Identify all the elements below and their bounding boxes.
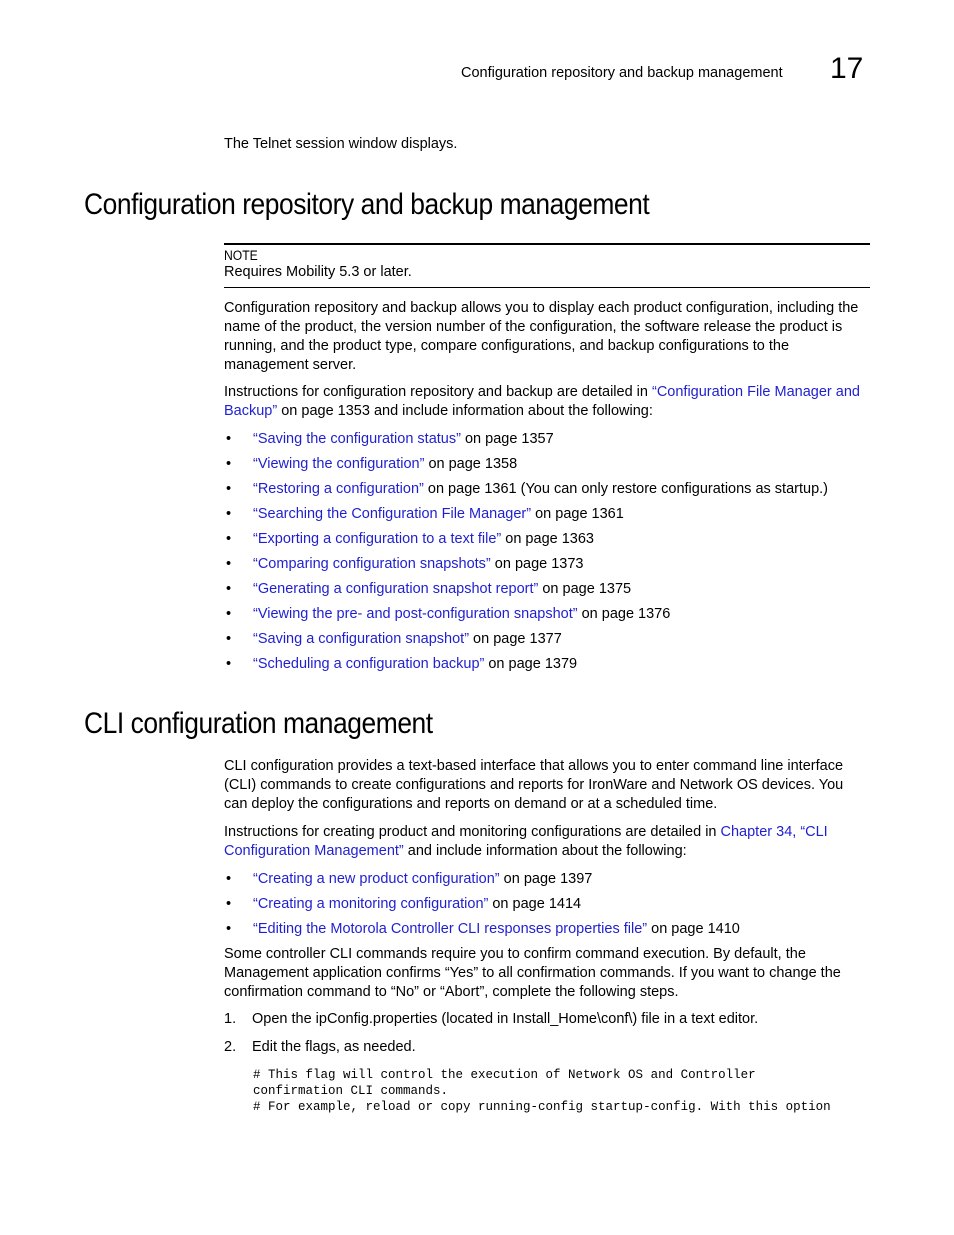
steps-list <box>224 1010 884 1066</box>
bullet-page-ref: on page 1414 <box>488 896 582 912</box>
bullet-page-ref: on page 1410 <box>647 921 740 937</box>
intro-text: The Telnet session window displays. <box>224 136 458 152</box>
section2-paragraph-3: Some controller CLI commands require you to confirm command execution. By default, the Management application confirms “Yes” to all confirmation commands. If you want to change the confirmation command to “No” or “Abort”, complete the following steps. <box>224 946 841 1000</box>
bullet-icon: • <box>226 456 232 472</box>
section-heading-config-repository: Configuration repository and backup management <box>84 188 650 221</box>
bullet-page-ref: on page 1363 <box>501 531 594 547</box>
bullet-link[interactable]: “Viewing the configuration” <box>253 456 425 472</box>
paragraph-text: Instructions for configuration repository and backup are detailed in <box>224 384 652 400</box>
link-config-file-manager[interactable]: “Configuration File Manager and Backup” <box>224 384 860 419</box>
chapter-number: 17 <box>830 52 864 85</box>
list-item <box>224 920 884 945</box>
bullet-link[interactable]: “Comparing configuration snapshots” <box>253 556 491 572</box>
bullet-icon: • <box>226 481 232 497</box>
section1-bullet-list <box>224 430 884 680</box>
bullet-link[interactable]: “Creating a monitoring configuration” <box>253 896 489 912</box>
bullet-link[interactable]: “Saving the configuration status” <box>253 431 461 447</box>
list-item <box>224 505 884 530</box>
section2-bullet-list <box>224 870 884 945</box>
bullet-link[interactable]: “Saving a configuration snapshot” <box>253 631 470 647</box>
bullet-link[interactable]: “Editing the Motorola Controller CLI responses properties file” <box>253 921 648 937</box>
bullet-link[interactable]: “Searching the Configuration File Manager” <box>253 506 532 522</box>
section2-paragraph-2 <box>224 823 870 861</box>
bullet-icon: • <box>226 531 232 547</box>
paragraph-text: Instructions for creating product and monitoring configurations are detailed in <box>224 824 721 840</box>
bullet-link[interactable]: “Restoring a configuration” <box>253 481 424 497</box>
step-number: 1. <box>224 1011 237 1027</box>
bullet-page-ref: on page 1361 (You can only restore configurations as startup.) <box>423 481 828 497</box>
bullet-link[interactable]: “Creating a new product configuration” <box>253 871 500 887</box>
bullet-link[interactable]: “Generating a configuration snapshot report” <box>253 581 539 597</box>
bullet-link[interactable]: “Exporting a configuration to a text file” <box>253 531 502 547</box>
section-heading-cli-config: CLI configuration management <box>84 707 433 740</box>
bullet-page-ref: on page 1358 <box>424 456 518 472</box>
list-item <box>224 580 884 605</box>
paragraph-text: on page 1353 and include information about the following: <box>277 403 653 419</box>
list-item <box>224 480 884 505</box>
bullet-icon: • <box>226 506 232 522</box>
bullet-icon: • <box>226 556 232 572</box>
list-item <box>224 870 884 895</box>
list-item <box>224 455 884 480</box>
bullet-page-ref: on page 1375 <box>538 581 632 597</box>
note-label: NOTE <box>224 248 258 263</box>
running-header: Configuration repository and backup management <box>461 65 783 81</box>
bullet-link[interactable]: “Viewing the pre- and post-configuration snapshot” <box>253 606 578 622</box>
bullet-icon: • <box>226 606 232 622</box>
bullet-page-ref: on page 1376 <box>577 606 671 622</box>
step-item <box>224 1010 884 1038</box>
bullet-icon: • <box>226 921 232 937</box>
step-number: 2. <box>224 1039 237 1055</box>
bullet-icon: • <box>226 581 232 597</box>
step-text: Open the ipConfig.properties (located in Install_Home\conf\) file in a text editor. <box>252 1011 759 1027</box>
bullet-page-ref: on page 1361 <box>531 506 624 522</box>
section2-paragraph-1: CLI configuration provides a text-based interface that allows you to enter command line interface (CLI) commands to create configurations and reports for IronWare and Network OS devices. You can deploy the configurations and reports on demand or at a scheduled time. <box>224 758 844 812</box>
bullet-icon: • <box>226 656 232 672</box>
bullet-page-ref: on page 1357 <box>460 431 554 447</box>
list-item <box>224 430 884 455</box>
list-item <box>224 630 884 655</box>
bullet-page-ref: on page 1373 <box>490 556 584 572</box>
list-item <box>224 530 884 555</box>
bullet-link[interactable]: “Scheduling a configuration backup” <box>253 656 485 672</box>
section1-paragraph-2 <box>224 383 870 421</box>
bullet-icon: • <box>226 896 232 912</box>
bullet-page-ref: on page 1379 <box>484 656 578 672</box>
code-block: # This flag will control the execution of Network OS and Controller confirmation CLI commands. # For example, reload or copy running-config startup-config. With this option <box>253 1068 831 1114</box>
bullet-icon: • <box>226 871 232 887</box>
list-item <box>224 895 884 920</box>
paragraph-text: and include information about the following: <box>403 843 687 859</box>
step-item <box>224 1038 884 1066</box>
note-box <box>224 243 870 288</box>
step-text: Edit the flags, as needed. <box>252 1039 416 1055</box>
bullet-icon: • <box>226 631 232 647</box>
bullet-page-ref: on page 1377 <box>469 631 562 647</box>
bullet-page-ref: on page 1397 <box>499 871 593 887</box>
list-item <box>224 555 884 580</box>
list-item <box>224 655 884 680</box>
link-chapter-34[interactable]: Chapter 34, “CLI Configuration Management” <box>224 824 828 859</box>
list-item <box>224 605 884 630</box>
note-text: Requires Mobility 5.3 or later. <box>224 264 412 280</box>
section1-paragraph-1: Configuration repository and backup allows you to display each product configuration, including the name of the product, the version number of the configuration, the software release the product is running, and the product type, compare configurations, and backup configurations to the management server. <box>224 300 859 373</box>
bullet-icon: • <box>226 431 232 447</box>
